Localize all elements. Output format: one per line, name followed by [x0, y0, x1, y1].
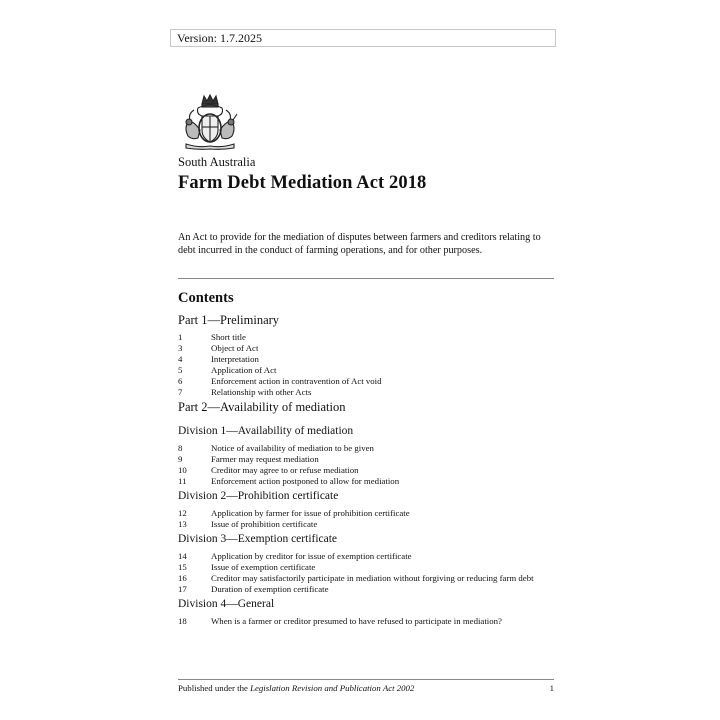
toc-entry[interactable] [178, 332, 558, 343]
version-box [170, 29, 556, 47]
long-title: An Act to provide for the mediation of disputes between farmers and creditors relating to debt incurred in the conduct of farming operations, and for other purposes. [178, 232, 541, 256]
section-number: 14 [178, 550, 187, 561]
division-3-heading[interactable]: Division 3—Exemption certificate [178, 532, 338, 545]
section-number: 15 [178, 561, 187, 572]
section-number: 16 [178, 572, 187, 583]
page-footer [178, 683, 554, 693]
section-title: Enforcement action in contravention of Act void [211, 375, 382, 386]
publication-act-name: Legislation Revision and Publication Act 2002 [250, 683, 415, 693]
section-number: 11 [178, 476, 187, 487]
section-title: Application by creditor for issue of exemption certificate [211, 550, 412, 561]
division-2-heading[interactable]: Division 2—Prohibition certificate [178, 490, 339, 503]
toc-entry[interactable] [178, 354, 558, 365]
publication-prefix: Published under the [178, 683, 251, 693]
toc-entry[interactable] [178, 476, 558, 487]
section-title: Application of Act [211, 364, 277, 375]
section-number: 6 [178, 375, 183, 386]
section-title: Notice of availability of mediation to be given [211, 443, 374, 454]
part-1-heading[interactable]: Part 1—Preliminary [178, 313, 280, 327]
publication-note [178, 683, 414, 693]
section-number: 9 [178, 454, 183, 465]
section-title: Short title [211, 332, 246, 342]
section-number: 18 [178, 615, 187, 626]
section-title: Creditor may satisfactorily participate in mediation without forgiving or reducing farm debt [211, 572, 534, 583]
section-title: Issue of prohibition certificate [211, 518, 318, 529]
section-number: 4 [178, 353, 183, 364]
part-2-heading[interactable]: Part 2—Availability of mediation [178, 400, 346, 415]
toc-entry[interactable] [178, 365, 558, 376]
section-number: 12 [178, 508, 187, 519]
section-number: 17 [178, 583, 187, 594]
section-number: 13 [178, 518, 187, 529]
toc-entry[interactable] [178, 443, 558, 454]
section-title: Object of Act [211, 342, 259, 353]
section-title: When is a farmer or creditor presumed to have refused to participate in mediation? [211, 615, 502, 626]
section-number: 7 [178, 386, 183, 397]
toc-entry[interactable] [178, 387, 558, 398]
section-title: Application by farmer for issue of prohibition certificate [211, 508, 410, 519]
section-title: Relationship with other Acts [211, 386, 312, 397]
coat-of-arms-icon [180, 92, 240, 150]
toc-entry[interactable] [178, 573, 558, 584]
toc-entry[interactable] [178, 508, 558, 519]
table-of-contents [178, 290, 558, 626]
toc-entry[interactable] [178, 343, 558, 354]
jurisdiction-label: South Australia [178, 155, 256, 169]
toc-entry[interactable] [178, 551, 558, 562]
contents-heading: Contents [178, 290, 234, 306]
section-number: 8 [178, 443, 183, 454]
section-title: Farmer may request mediation [211, 454, 319, 465]
division-4-heading[interactable]: Division 4—General [178, 597, 275, 610]
section-number: 1 [178, 332, 183, 342]
divider-top [178, 278, 554, 279]
divider-bottom [178, 679, 554, 680]
toc-entry[interactable] [178, 584, 558, 595]
page-number: 1 [549, 683, 554, 693]
toc-entry[interactable] [178, 376, 558, 387]
section-number: 5 [178, 364, 183, 375]
toc-entry[interactable] [178, 465, 558, 476]
section-title: Duration of exemption certificate [211, 583, 329, 594]
toc-entry[interactable] [178, 519, 558, 530]
section-title: Creditor may agree to or refuse mediation [211, 465, 359, 476]
section-number: 10 [178, 465, 187, 476]
section-title: Enforcement action postponed to allow for mediation [211, 476, 400, 487]
section-number: 3 [178, 342, 183, 353]
division-1-heading[interactable]: Division 1—Availability of mediation [178, 425, 354, 438]
toc-entry[interactable] [178, 562, 558, 573]
section-title: Issue of exemption certificate [211, 561, 316, 572]
act-title: Farm Debt Mediation Act 2018 [178, 173, 427, 193]
section-title: Interpretation [211, 353, 259, 364]
toc-entry[interactable] [178, 454, 558, 465]
version-label: Version: 1.7.2025 [177, 31, 262, 45]
toc-entry[interactable] [178, 616, 558, 627]
